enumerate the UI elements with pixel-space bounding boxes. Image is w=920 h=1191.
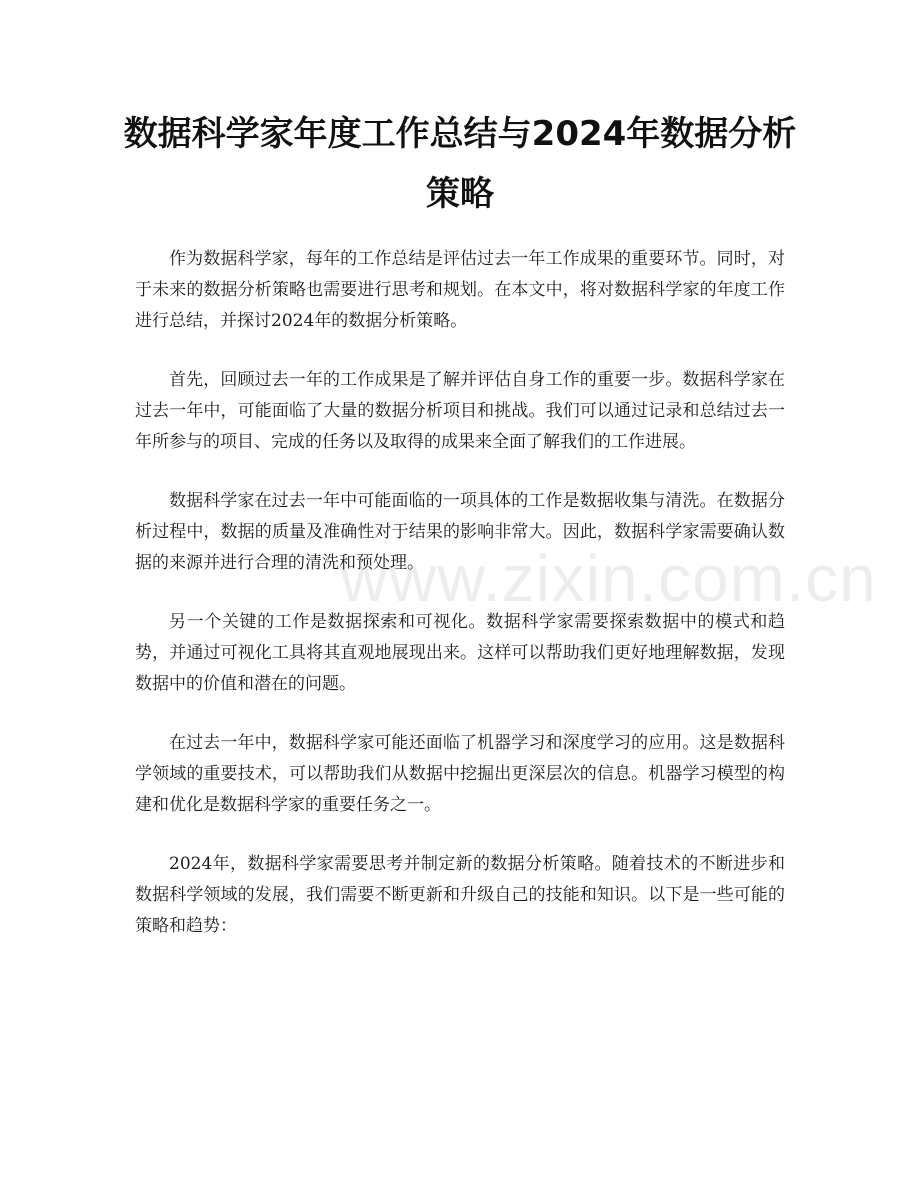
paragraph-2: 首先，回顾过去一年的工作成果是了解并评估自身工作的重要一步。数据科学家在过去一年中，可能面临了大量的数据分析项目和挑战。我们可以通过记录和总结过去一年所参与的项目、完成的任务以及取得的成果来全面了解我们的工作进展。	[135, 370, 785, 452]
watermark: www.zixin.com.cn	[340, 541, 877, 615]
paragraph-6: 2024年，数据科学家需要思考并制定新的数据分析策略。随着技术的不断进步和数据科学领域的发展，我们需要不断更新和升级自己的技能和知识。以下是一些可能的策略和趋势：	[135, 854, 785, 936]
paragraph-5: 在过去一年中，数据科学家可能还面临了机器学习和深度学习的应用。这是数据科学领域的重要技术，可以帮助我们从数据中挖掘出更深层次的信息。机器学习模型的构建和优化是数据科学家的重要任务之一。	[135, 733, 785, 815]
document-title: 数据科学家年度工作总结与2024年数据分析策略	[123, 114, 797, 214]
paragraph-1: 作为数据科学家，每年的工作总结是评估过去一年工作成果的重要环节。同时，对于未来的数据分析策略也需要进行思考和规划。在本文中，将对数据科学家的年度工作进行总结，并探讨2024年的数据分析策略。	[135, 249, 785, 331]
paragraph-4: 另一个关键的工作是数据探索和可视化。数据科学家需要探索数据中的模式和趋势，并通过可视化工具将其直观地展现出来。这样可以帮助我们更好地理解数据，发现数据中的价值和潜在的问题。	[135, 612, 785, 694]
paragraph-3: 数据科学家在过去一年中可能面临的一项具体的工作是数据收集与清洗。在数据分析过程中，数据的质量及准确性对于结果的影响非常大。因此，数据科学家需要确认数据的来源并进行合理的清洗和预处理。	[135, 491, 785, 573]
